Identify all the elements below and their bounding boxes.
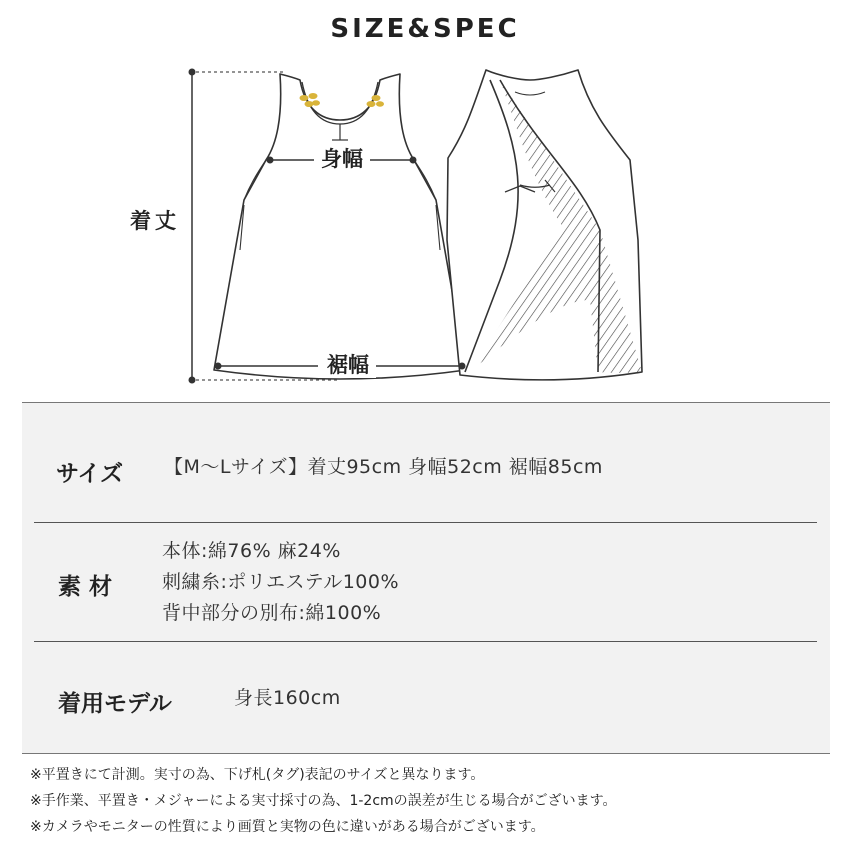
garment-diagram [0,0,850,400]
divider [34,641,817,642]
model-label: 着用モデル [58,691,172,717]
note-line: ※カメラやモニターの性質により画質と実物の色に違いがある場合がございます。 [30,819,545,835]
model-value: 身長160cm [234,687,341,709]
hem-label: 裾幅 [327,353,369,377]
size-label: サイズ [56,461,124,487]
divider [34,522,817,523]
material-label: 素 材 [58,574,113,600]
material-values [162,536,399,629]
note-line: ※手作業、平置き・メジャーによる実寸採寸の為、1-2cmの誤差が生じる場合がございます。 [30,793,617,809]
notes [30,762,617,840]
material-line: 背中部分の別布:綿100% [162,602,382,624]
note-line: ※平置きにて計測。実寸の為、下げ札(タグ)表記のサイズと異なります。 [30,767,485,783]
spec-panel [22,402,830,754]
material-line: 本体:綿76% 麻24% [162,540,341,562]
dress-back [447,70,642,380]
dress-front [214,74,466,379]
length-label: 着丈 [130,209,180,233]
page-title: SIZE&SPEC [330,14,520,44]
material-line: 刺繍糸:ポリエステル100% [162,571,400,593]
size-value: 【M〜Lサイズ】着丈95cm 身幅52cm 裾幅85cm [164,456,603,478]
chest-label: 身幅 [321,147,363,171]
